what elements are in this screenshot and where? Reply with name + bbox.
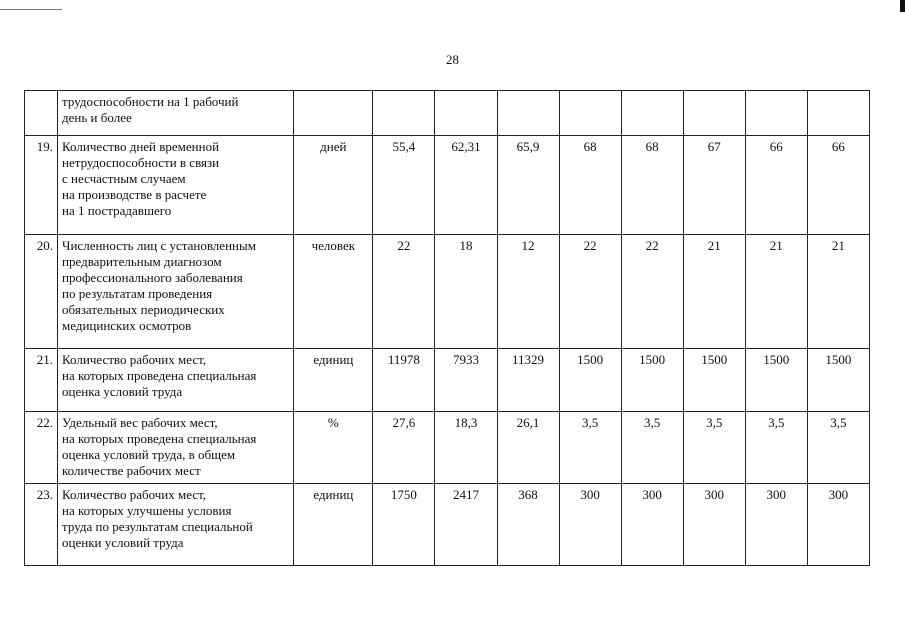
value-cell: 65,9 [497, 136, 559, 235]
unit-of-measure: дней [294, 136, 373, 235]
value-cell: 66 [807, 136, 869, 235]
value-cell [497, 91, 559, 136]
value-cell: 1500 [745, 349, 807, 412]
indicator-name-line: медицинских осмотров [62, 318, 192, 333]
table-row [25, 235, 870, 349]
indicator-name [58, 412, 294, 484]
value-cell: 3,5 [621, 412, 683, 484]
indicator-name-line: трудоспособности на 1 рабочий [62, 94, 239, 109]
value-cell: 18 [435, 235, 497, 349]
indicator-name [58, 349, 294, 412]
indicator-name-line: день и более [62, 110, 132, 125]
indicator-name-line: нетрудоспособности в связи [62, 155, 220, 170]
unit-of-measure [294, 91, 373, 136]
indicator-name-line: оценка условий труда, в общем [62, 447, 236, 462]
value-cell: 2417 [435, 484, 497, 566]
value-cell: 11329 [497, 349, 559, 412]
value-cell: 3,5 [559, 412, 621, 484]
indicator-name-line: Количество дней временной [62, 139, 220, 154]
indicator-name-line: профессионального заболевания [62, 270, 243, 285]
indicator-name-line: Количество рабочих мест, [62, 352, 207, 367]
unit-of-measure: человек [294, 235, 373, 349]
indicators-table [24, 90, 870, 566]
value-cell: 22 [559, 235, 621, 349]
value-cell: 27,6 [373, 412, 435, 484]
value-cell: 1500 [807, 349, 869, 412]
indicator-name-line: на которых проведена специальная [62, 368, 257, 383]
value-cell: 21 [807, 235, 869, 349]
indicator-name-line: с несчастным случаем [62, 171, 186, 186]
value-cell: 300 [683, 484, 745, 566]
value-cell: 68 [559, 136, 621, 235]
value-cell: 3,5 [807, 412, 869, 484]
value-cell [745, 91, 807, 136]
table-row [25, 349, 870, 412]
value-cell: 300 [621, 484, 683, 566]
unit-of-measure: единиц [294, 484, 373, 566]
value-cell: 66 [745, 136, 807, 235]
value-cell: 22 [621, 235, 683, 349]
value-cell: 26,1 [497, 412, 559, 484]
scan-artifact-mark [900, 0, 905, 12]
value-cell [559, 91, 621, 136]
value-cell: 11978 [373, 349, 435, 412]
value-cell: 368 [497, 484, 559, 566]
indicator-name-line: Количество рабочих мест, [62, 487, 207, 502]
value-cell: 3,5 [745, 412, 807, 484]
indicator-name-line: предварительным диагнозом [62, 254, 222, 269]
value-cell: 18,3 [435, 412, 497, 484]
row-number: 22. [25, 412, 58, 484]
table-row [25, 136, 870, 235]
scan-artifact-line [0, 9, 62, 10]
value-cell: 1500 [621, 349, 683, 412]
row-number: 21. [25, 349, 58, 412]
page-number: 28 [446, 52, 459, 67]
table-row [25, 91, 870, 136]
table-row [25, 412, 870, 484]
indicator-name-line: по результатам проведения [62, 286, 213, 301]
indicator-name-line: на производстве в расчете [62, 187, 207, 202]
value-cell [683, 91, 745, 136]
value-cell: 62,31 [435, 136, 497, 235]
value-cell [435, 91, 497, 136]
value-cell: 68 [621, 136, 683, 235]
indicator-name-line: Удельный вес рабочих мест, [62, 415, 218, 430]
value-cell: 300 [559, 484, 621, 566]
table-body [25, 91, 870, 566]
indicator-name [58, 91, 294, 136]
table-row [25, 484, 870, 566]
value-cell: 12 [497, 235, 559, 349]
value-cell [373, 91, 435, 136]
indicator-name-line: труда по результатам специальной [62, 519, 253, 534]
indicator-name-line: обязательных периодических [62, 302, 225, 317]
indicator-name-line: на которых проведена специальная [62, 431, 257, 446]
value-cell: 1500 [683, 349, 745, 412]
indicator-name-line: на 1 пострадавшего [62, 203, 172, 218]
row-number: 23. [25, 484, 58, 566]
indicator-name-line: оценки условий труда [62, 535, 184, 550]
value-cell: 21 [745, 235, 807, 349]
value-cell: 3,5 [683, 412, 745, 484]
indicator-name-line: на которых улучшены условия [62, 503, 232, 518]
value-cell: 300 [807, 484, 869, 566]
indicator-name [58, 484, 294, 566]
row-number: 19. [25, 136, 58, 235]
row-number [25, 91, 58, 136]
unit-of-measure: единиц [294, 349, 373, 412]
indicator-name [58, 235, 294, 349]
value-cell: 1750 [373, 484, 435, 566]
value-cell: 7933 [435, 349, 497, 412]
value-cell [621, 91, 683, 136]
indicator-name [58, 136, 294, 235]
unit-of-measure: % [294, 412, 373, 484]
indicator-name-line: Численность лиц с установленным [62, 238, 256, 253]
value-cell [807, 91, 869, 136]
value-cell: 300 [745, 484, 807, 566]
value-cell: 1500 [559, 349, 621, 412]
value-cell: 22 [373, 235, 435, 349]
indicator-name-line: оценка условий труда [62, 384, 183, 399]
indicator-name-line: количестве рабочих мест [62, 463, 201, 478]
value-cell: 67 [683, 136, 745, 235]
row-number: 20. [25, 235, 58, 349]
value-cell: 21 [683, 235, 745, 349]
value-cell: 55,4 [373, 136, 435, 235]
